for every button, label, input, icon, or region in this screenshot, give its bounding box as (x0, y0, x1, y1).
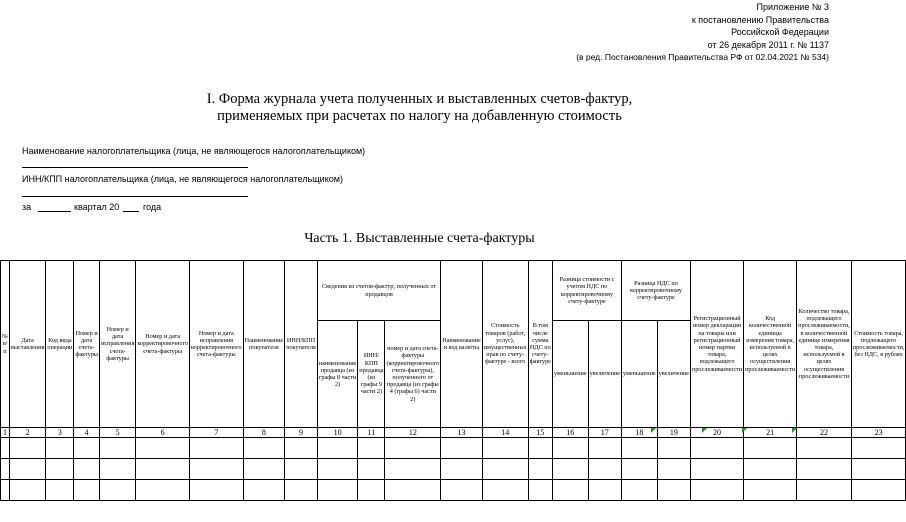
header-col-17: увеличение (588, 321, 621, 428)
table-cell[interactable] (797, 480, 852, 501)
table-cell[interactable] (385, 480, 441, 501)
col-number: 16 (552, 428, 588, 438)
table-row (1, 438, 906, 459)
col-number: 11 (358, 428, 385, 438)
table-cell[interactable] (99, 480, 135, 501)
table-cell[interactable] (657, 480, 690, 501)
col-number: 5 (99, 428, 135, 438)
col-number: 12 (385, 428, 441, 438)
table-cell[interactable] (691, 480, 744, 501)
appendix-line-3: Российской Федерации (731, 27, 829, 37)
col-number: 1 (1, 428, 10, 438)
table-cell[interactable] (1, 438, 10, 459)
header-col-6: Номер и дата корректировочного счета-фактуры (136, 261, 190, 428)
table-cell[interactable] (528, 438, 552, 459)
header-col-5: Номер и дата исправления счета-фактуры (99, 261, 135, 428)
table-cell[interactable] (99, 438, 135, 459)
part-title: Часть 1. Выставленные счета-фактуры (304, 231, 535, 246)
period-year-label: года (143, 202, 162, 212)
taxpayer-name-label: Наименование налогоплательщика (лица, не являющегося налогоплательщиком) (22, 146, 366, 156)
col-number: 22 (797, 428, 852, 438)
table-cell[interactable] (441, 480, 483, 501)
header-col-8: Наименование покупателя (243, 261, 285, 428)
form-title-line-2: применяемых при расчетах по налогу на добавленную стоимость (217, 108, 622, 124)
table-cell[interactable] (9, 438, 45, 459)
header-col-21: Код количественной единицы измерения товара, используемой в целях осуществления прослеживаемости (744, 261, 797, 428)
table-cell[interactable] (441, 438, 483, 459)
taxpayer-name-line[interactable] (22, 167, 248, 168)
header-col-13: Наименование и код валюты (441, 261, 483, 428)
table-cell[interactable] (744, 480, 797, 501)
header-group-diff-vat: Разница НДС по корректировочному счету-фактуре (621, 261, 690, 321)
header-col-1: № п/п (1, 261, 10, 428)
header-col-19: увеличение (657, 321, 690, 428)
header-col-23: Стоимость товара, подлежащего прослеживаемости, без НДС, в рублях (851, 261, 906, 428)
col-number: 8 (243, 428, 285, 438)
appendix-line-5: (в ред. Постановления Правительства РФ от 02.04.2021 № 534) (576, 52, 829, 62)
table-row (1, 480, 906, 501)
header-col-2: Дата выставления (9, 261, 45, 428)
table-cell[interactable] (552, 459, 588, 480)
table-cell[interactable] (588, 438, 621, 459)
header-col-11: ИНН/КПП продавца (из графы 9 части 2) (358, 321, 385, 428)
inn-kpp-label: ИНН/КПП налогоплательщика (лица, не являющегося налогоплательщиком) (22, 174, 343, 184)
col-number: 7 (189, 428, 243, 438)
table-cell[interactable] (1, 480, 10, 501)
table-cell[interactable] (621, 438, 657, 459)
journal-table (0, 260, 906, 501)
col-number: 20 (691, 428, 744, 438)
table-cell[interactable] (317, 459, 357, 480)
inn-kpp-line[interactable] (22, 196, 248, 197)
header-col-9: ИНН/КПП покупателя (285, 261, 318, 428)
col-number: 17 (588, 428, 621, 438)
table-cell[interactable] (528, 480, 552, 501)
table-cell[interactable] (189, 459, 243, 480)
table-cell[interactable] (657, 459, 690, 480)
cell-marker-icon (792, 428, 797, 433)
table-cell[interactable] (657, 438, 690, 459)
table-cell[interactable] (285, 438, 318, 459)
table-cell[interactable] (851, 438, 906, 459)
col-number: 15 (528, 428, 552, 438)
table-cell[interactable] (285, 480, 318, 501)
table-cell[interactable] (243, 459, 285, 480)
table-cell[interactable] (552, 438, 588, 459)
appendix-header (576, 1, 829, 64)
table-cell[interactable] (744, 438, 797, 459)
header-col-20: Регистрационный номер декларации на товары или регистрационный номер партии товара, подлежащего прослеживаемости (691, 261, 744, 428)
table-cell[interactable] (136, 438, 190, 459)
table-cell[interactable] (74, 480, 100, 501)
col-number: 10 (317, 428, 357, 438)
header-group-seller: Сведения из счетов-фактур, полученных от продавцов (317, 261, 440, 321)
table-cell[interactable] (9, 459, 45, 480)
table-cell[interactable] (744, 459, 797, 480)
table-cell[interactable] (482, 459, 528, 480)
table-cell[interactable] (851, 480, 906, 501)
table-cell[interactable] (99, 459, 135, 480)
table-cell[interactable] (691, 438, 744, 459)
table-cell[interactable] (136, 480, 190, 501)
col-number: 2 (9, 428, 45, 438)
table-cell[interactable] (358, 438, 385, 459)
column-number-row (1, 428, 906, 438)
table-cell[interactable] (691, 459, 744, 480)
cell-marker-icon (651, 428, 656, 433)
table-cell[interactable] (46, 480, 74, 501)
period-year-line[interactable] (123, 211, 139, 212)
col-number: 23 (851, 428, 906, 438)
col-number: 14 (482, 428, 528, 438)
col-number: 4 (74, 428, 100, 438)
col-number: 19 (657, 428, 690, 438)
header-col-14: Стоимость товаров (работ, услуг), имущественных прав по счету-фактуре - всего (482, 261, 528, 428)
header-col-4: Номер и дата счета-фактуры (74, 261, 100, 428)
period-za-label: за (22, 202, 32, 212)
col-number: 18 (621, 428, 657, 438)
table-cell[interactable] (797, 438, 852, 459)
period-quarter-line[interactable] (38, 211, 71, 212)
cell-marker-icon (702, 428, 707, 433)
form-title (0, 91, 839, 125)
table-cell[interactable] (528, 459, 552, 480)
table-cell[interactable] (797, 459, 852, 480)
appendix-line-2: к постановлению Правительства (691, 14, 829, 25)
table-cell[interactable] (552, 480, 588, 501)
table-cell[interactable] (189, 438, 243, 459)
header-group-diff-cost: Разница стоимости с учетом НДС по корректировочному счету-фактуре (552, 261, 621, 321)
table-row (1, 459, 906, 480)
header-col-22: Количество товара, подлежащего прослеживаемости, в количественной единице измерения товара, используемой в целях осуществления прослеживаемости (797, 261, 852, 428)
table-cell[interactable] (441, 459, 483, 480)
table-cell[interactable] (243, 438, 285, 459)
table-cell[interactable] (482, 438, 528, 459)
form-title-line-1: I. Форма журнала учета полученных и выставленных счетов-фактур, (206, 91, 633, 107)
table-cell[interactable] (851, 459, 906, 480)
header-col-18: уменьшение (621, 321, 657, 428)
col-number: 13 (441, 428, 483, 438)
table-cell[interactable] (317, 480, 357, 501)
table-cell[interactable] (189, 480, 243, 501)
appendix-line-1: Приложение № 3 (756, 2, 829, 12)
table-cell[interactable] (385, 459, 441, 480)
table-cell[interactable] (46, 459, 74, 480)
table-cell[interactable] (46, 438, 74, 459)
table-cell[interactable] (588, 480, 621, 501)
table-cell[interactable] (621, 480, 657, 501)
cell-marker-icon (742, 428, 747, 433)
table-cell[interactable] (285, 459, 318, 480)
table-cell[interactable] (621, 459, 657, 480)
header-col-10: наименование продавца (из графы 8 части 2) (317, 321, 357, 428)
table-cell[interactable] (1, 459, 10, 480)
table-cell[interactable] (482, 480, 528, 501)
table-cell[interactable] (358, 480, 385, 501)
period-quarter-label: квартал 20 (74, 202, 120, 212)
table-cell[interactable] (74, 438, 100, 459)
table-cell[interactable] (9, 480, 45, 501)
table-cell[interactable] (74, 459, 100, 480)
col-number: 6 (136, 428, 190, 438)
table-cell[interactable] (385, 438, 441, 459)
col-number: 9 (285, 428, 318, 438)
table-cell[interactable] (243, 480, 285, 501)
table-cell[interactable] (588, 459, 621, 480)
header-col-15: В том числе сумма НДС по счету-фактуре (528, 261, 552, 428)
table-cell[interactable] (358, 459, 385, 480)
header-col-16: уменьшение (552, 321, 588, 428)
col-number: 21 (744, 428, 797, 438)
table-cell[interactable] (317, 438, 357, 459)
header-col-12: номер и дата счета-фактуры (корректировочного счета-фактуры), полученного от продавца (из графы 4 (графы 6) части 2) (385, 321, 441, 428)
appendix-line-4: от 26 декабря 2011 г. № 1137 (707, 39, 829, 50)
header-col-7: Номер и дата исправления корректировочного счета-фактуры (189, 261, 243, 428)
col-number: 3 (46, 428, 74, 438)
header-col-3: Код вида операции (46, 261, 74, 428)
table-cell[interactable] (136, 459, 190, 480)
